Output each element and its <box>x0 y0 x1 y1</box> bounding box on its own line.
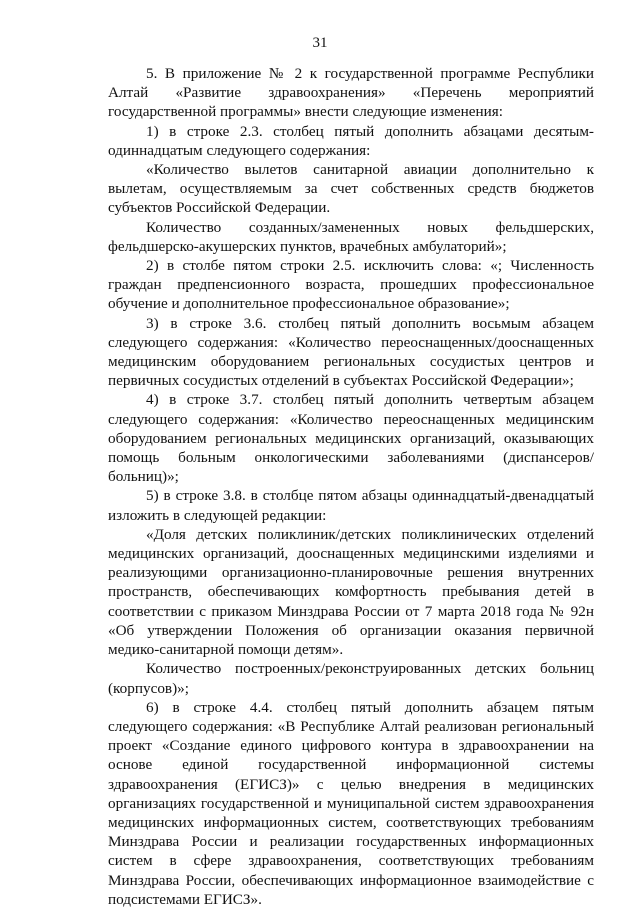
paragraph-subitem-2: 2) в столбе пятом строки 2.5. исключить слова: «; Численность граждан предпенсионного возраста, прошедших профессиональное обучение и дополнительное профессиональное образование»; <box>108 257 594 313</box>
page-number: 31 <box>312 35 328 51</box>
paragraph-quote-polyclinics: «Доля детских поликлиник/детских поликлинических отделений медицинских организаций, дооснащенных медицинскими изделиями и реализующими организационно-планировочные решения внутренних пространств, обеспечивающих комфортность пребывания детей в соответствии с приказом Минздрава России от 7 марта 2018 года № 92н «Об утверждении Положения об организации оказания первичной медико-санитарной помощи детям». <box>108 525 594 659</box>
paragraph-quote-sanavia: «Количество вылетов санитарной авиации дополнительно к вылетам, осуществляемым за счет собственных средств бюджетов субъектов Российской Федерации. <box>108 161 594 217</box>
paragraph-subitem-6: 6) в строке 4.4. столбец пятый дополнить абзацем пятым следующего содержания: «В Республике Алтай реализован региональный проект «Создание единого цифрового контура в здравоохранении на основе единой государственной информационной системы здравоохранения (ЕГИСЗ)» с целью внедрения в медицинских организациях государственной и муниципальной систем здравоохранения медицинских информационных систем, соответствующих требованиям Минздрава России и реализации государственных информационных систем в сфере здравоохранения, соответствующих требованиям Минздрава России, обеспечивающих информационное взаимодействие с подсистемами ЕГИСЗ». <box>108 698 594 908</box>
paragraph-subitem-1: 1) в строке 2.3. столбец пятый дополнить абзацами десятым-одиннадцатым следующего содержания: <box>108 122 594 159</box>
paragraph-subitem-3: 3) в строке 3.6. столбец пятый дополнить восьмым абзацем следующего содержания: «Количество переоснащенных/дооснащенных медицинским оборудованием региональных сосудистых центров и первичных сосудистых отделений в субъектах Российской Федерации»; <box>108 314 594 390</box>
paragraph-quote-hospitals: Количество построенных/реконструированных детских больниц (корпусов)»; <box>108 660 594 697</box>
paragraph-quote-fap: Количество созданных/замененных новых фельдшерских, фельдшерско-акушерских пунктов, врачебных амбулаторий»; <box>108 218 594 255</box>
paragraph-subitem-5: 5) в строке 3.8. в столбце пятом абзацы одиннадцатый-двенадцатый изложить в следующей редакции: <box>108 487 594 524</box>
paragraph-subitem-4: 4) в строке 3.7. столбец пятый дополнить четвертым абзацем следующего содержания: «Количество переоснащенных медицинским оборудованием региональных медицинских организаций, оказывающих помощь больным онкологическими заболеваниями (диспансеров/больниц)»; <box>108 391 594 486</box>
document-body <box>108 64 594 909</box>
paragraph-item-5: 5. В приложение № 2 к государственной программе Республики Алтай «Развитие здравоохранения» «Перечень мероприятий государственной программы» внести следующие изменения: <box>108 65 594 121</box>
